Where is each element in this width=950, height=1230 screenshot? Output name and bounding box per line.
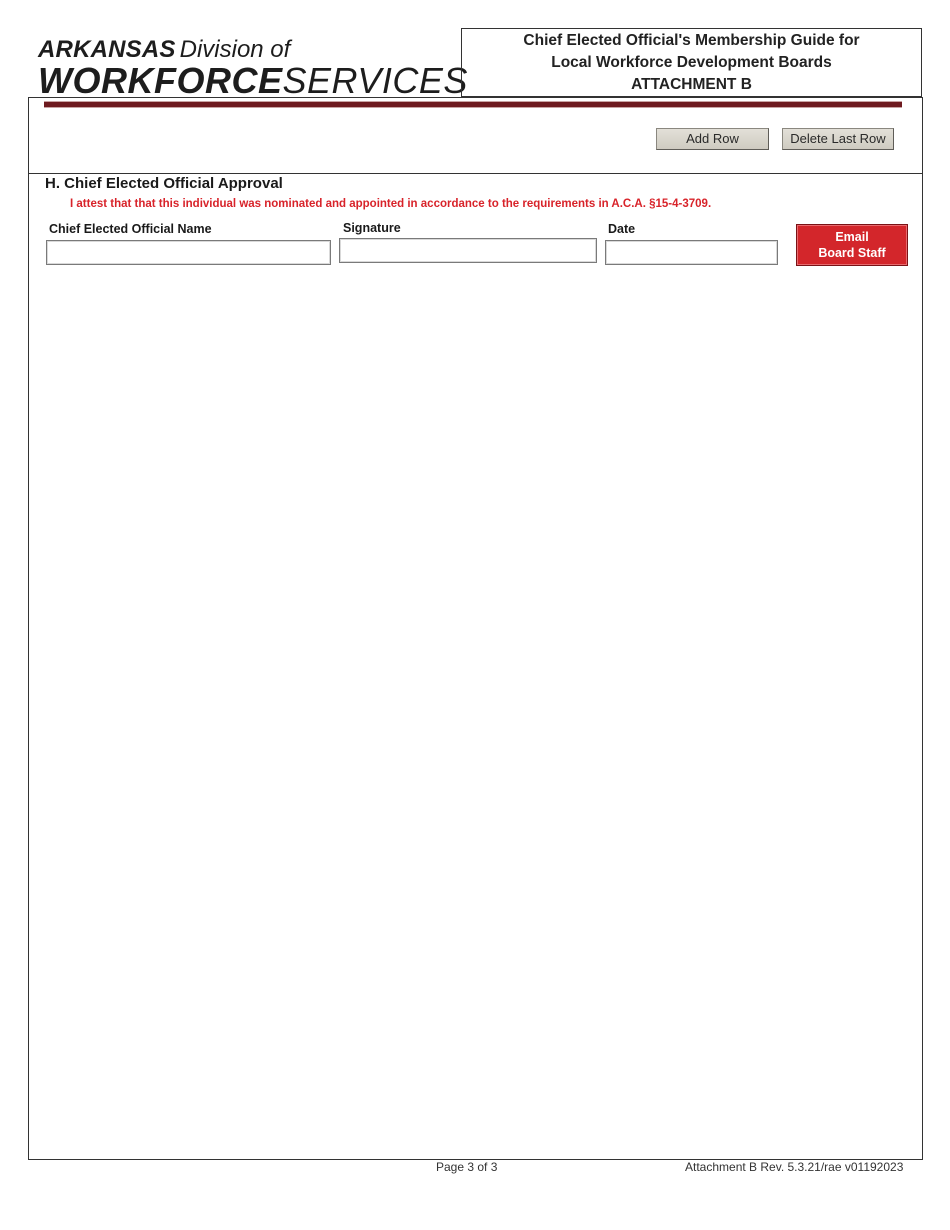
title-line-2: Local Workforce Development Boards bbox=[551, 54, 832, 71]
document-title-box bbox=[461, 28, 922, 97]
revision-note: Attachment B Rev. 5.3.21/rae v01192023 bbox=[685, 1160, 904, 1174]
logo-line2 bbox=[38, 61, 468, 101]
email-board-staff-button[interactable] bbox=[796, 224, 908, 266]
page-number: Page 3 of 3 bbox=[436, 1160, 498, 1174]
logo-arkansas: ARKANSAS bbox=[38, 36, 176, 63]
signature-label: Signature bbox=[343, 221, 401, 235]
logo-division-of: Division of bbox=[179, 36, 291, 63]
header-accent-bar bbox=[44, 101, 902, 108]
attestation-statement: I attest that that this individual was nominated and appointed in accordance to the requirements in A.C.A. §15-4-3709. bbox=[70, 198, 712, 210]
signature-input[interactable] bbox=[339, 238, 597, 263]
agency-logo bbox=[38, 36, 468, 101]
title-line-3: ATTACHMENT B bbox=[631, 76, 752, 93]
email-button-line-1: Email bbox=[835, 230, 869, 244]
section-divider bbox=[28, 173, 923, 174]
add-row-button[interactable]: Add Row bbox=[656, 128, 769, 150]
official-name-label: Chief Elected Official Name bbox=[49, 222, 212, 236]
date-input[interactable] bbox=[605, 240, 778, 265]
email-button-line-2: Board Staff bbox=[818, 246, 886, 260]
date-label: Date bbox=[608, 222, 636, 236]
logo-workforce: WORKFORCE bbox=[38, 60, 283, 101]
logo-services: SERVICES bbox=[282, 60, 468, 101]
delete-last-row-button[interactable]: Delete Last Row bbox=[782, 128, 894, 150]
official-name-input[interactable] bbox=[46, 240, 331, 265]
section-h-title: H. Chief Elected Official Approval bbox=[45, 175, 283, 192]
title-line-1: Chief Elected Official's Membership Guide for bbox=[523, 32, 860, 49]
